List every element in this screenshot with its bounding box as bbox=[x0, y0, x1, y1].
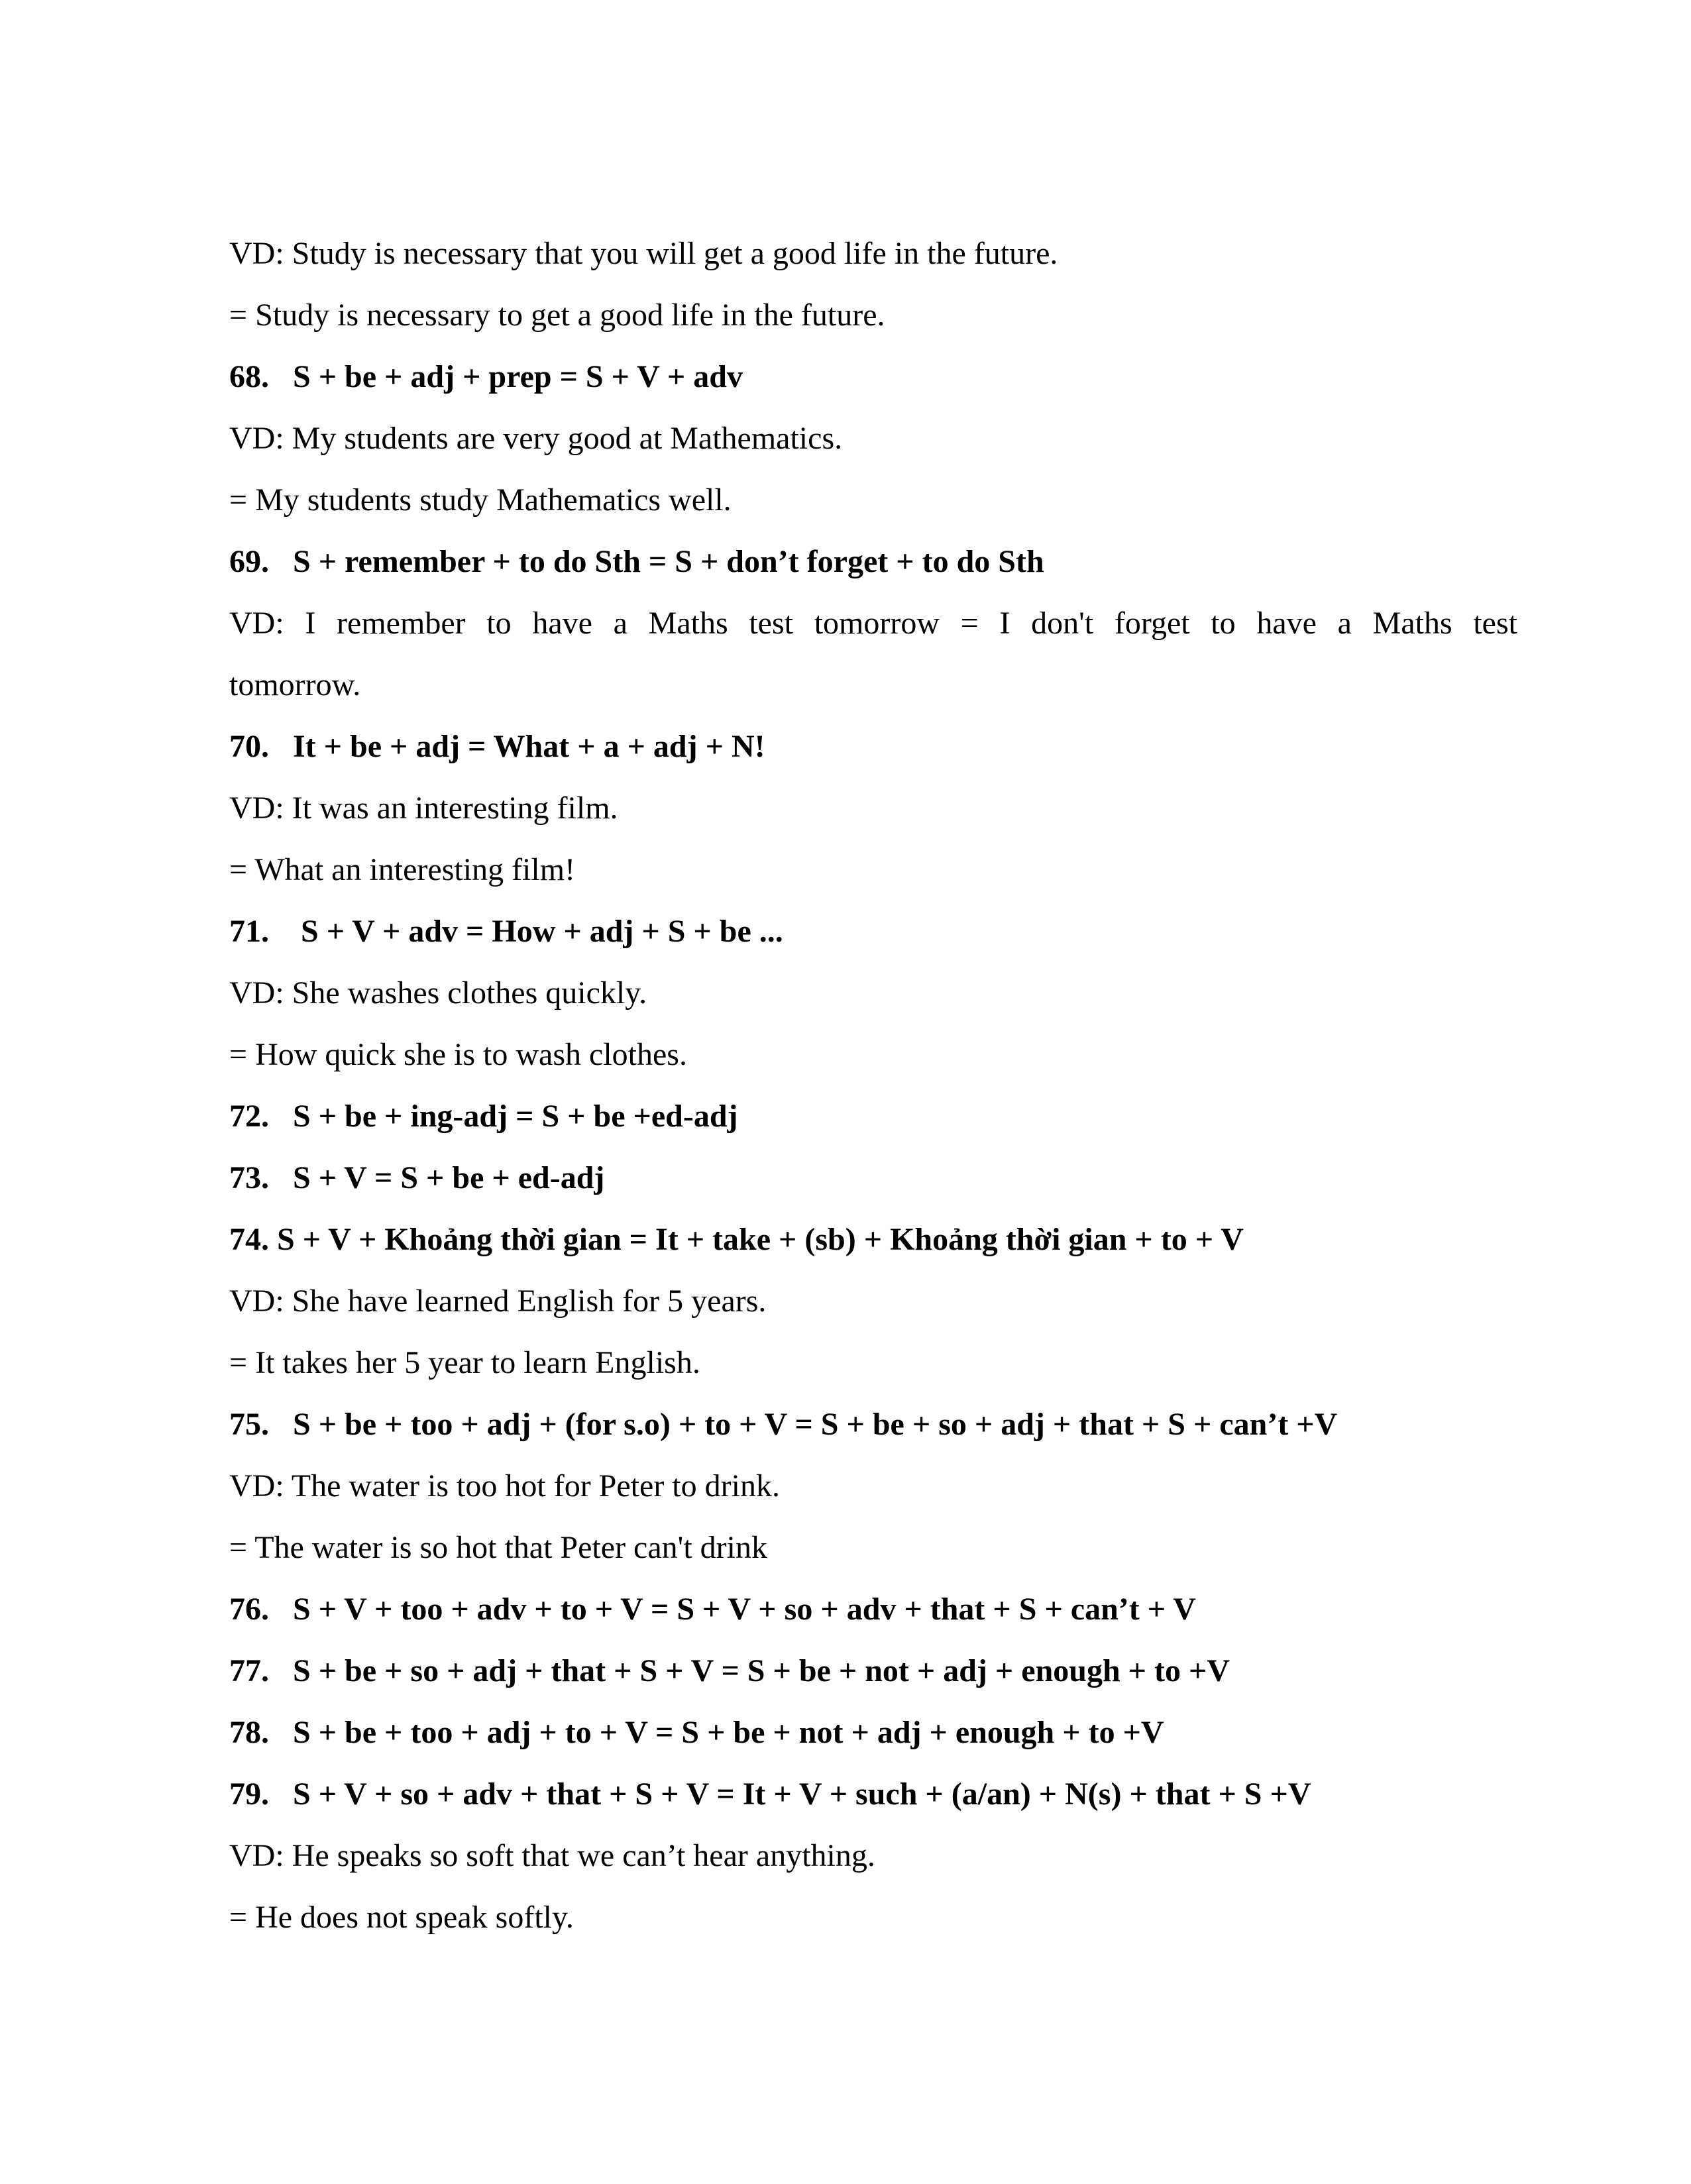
rule-heading bbox=[229, 1209, 1517, 1270]
rule-formula: S + be + adj + prep = S + V + adv bbox=[293, 359, 743, 394]
rule-heading bbox=[229, 531, 1517, 592]
rule-heading bbox=[229, 1763, 1517, 1825]
example-line: = How quick she is to wash clothes. bbox=[229, 1037, 687, 1072]
rule-heading bbox=[229, 1702, 1517, 1763]
rule-number: 69. bbox=[229, 544, 269, 579]
example-line: = He does not speak softly. bbox=[229, 1900, 574, 1935]
example-line: VD: My students are very good at Mathematics. bbox=[229, 421, 843, 456]
rule-formula: S + V + adv = How + adj + S + be ... bbox=[301, 914, 783, 949]
rule-number: 77. bbox=[229, 1653, 269, 1688]
rule-heading bbox=[229, 1147, 1517, 1209]
rule-formula: S + V + Khoảng thời gian = It + take + (sb) + Khoảng thời gian + to + V bbox=[277, 1222, 1244, 1257]
rule-heading bbox=[229, 901, 1517, 962]
example-line: VD: The water is too hot for Peter to drink. bbox=[229, 1468, 780, 1503]
rule-heading bbox=[229, 346, 1517, 408]
example-line: = It takes her 5 year to learn English. bbox=[229, 1345, 700, 1380]
rule-heading bbox=[229, 716, 1517, 777]
rule-formula: S + be + too + adj + (for s.o) + to + V = S + be + so + adj + that + S + can’t +V bbox=[293, 1407, 1338, 1442]
example-line: = What an interesting film! bbox=[229, 852, 576, 887]
example-line: VD: Study is necessary that you will get a good life in the future. bbox=[229, 236, 1058, 271]
rule-number: 72. bbox=[229, 1099, 269, 1134]
rule-formula: S + V = S + be + ed-adj bbox=[293, 1160, 605, 1195]
rule-number: 68. bbox=[229, 359, 269, 394]
rule-heading bbox=[229, 1578, 1517, 1640]
rule-formula: S + be + so + adj + that + S + V = S + be + not + adj + enough + to +V bbox=[293, 1653, 1230, 1688]
rule-heading bbox=[229, 1085, 1517, 1147]
rule-number: 73. bbox=[229, 1160, 269, 1195]
example-line: VD: It was an interesting film. bbox=[229, 791, 618, 826]
rule-formula: S + remember + to do Sth = S + don’t forget + to do Sth bbox=[293, 544, 1044, 579]
example-line: VD: She washes clothes quickly. bbox=[229, 975, 647, 1010]
rule-number: 71. bbox=[229, 914, 269, 949]
rule-formula: S + V + so + adv + that + S + V = It + V + such + (a/an) + N(s) + that + S +V bbox=[293, 1776, 1311, 1812]
rule-number: 70. bbox=[229, 729, 269, 764]
rule-heading bbox=[229, 1640, 1517, 1702]
rule-formula: S + be + ing-adj = S + be +ed-adj bbox=[293, 1099, 738, 1134]
example-line: = Study is necessary to get a good life in the future. bbox=[229, 298, 885, 333]
rule-number: 75. bbox=[229, 1407, 269, 1442]
rule-number: 74. bbox=[229, 1222, 269, 1257]
example-line: VD: She have learned English for 5 years. bbox=[229, 1283, 767, 1319]
rule-formula: S + be + too + adj + to + V = S + be + not + adj + enough + to +V bbox=[293, 1715, 1164, 1750]
rule-number: 79. bbox=[229, 1776, 269, 1812]
example-line: tomorrow. bbox=[229, 667, 361, 702]
rule-heading bbox=[229, 1393, 1517, 1455]
rule-number: 76. bbox=[229, 1592, 269, 1627]
example-line: = The water is so hot that Peter can't drink bbox=[229, 1530, 767, 1565]
example-line: VD: I remember to have a Maths test tomorrow = I don't forget to have a Maths test bbox=[229, 606, 1517, 641]
example-line: VD: He speaks so soft that we can’t hear anything. bbox=[229, 1838, 875, 1873]
rule-formula: It + be + adj = What + a + adj + N! bbox=[293, 729, 765, 764]
rule-number: 78. bbox=[229, 1715, 269, 1750]
rule-formula: S + V + too + adv + to + V = S + V + so + adv + that + S + can’t + V bbox=[293, 1592, 1196, 1627]
example-line: = My students study Mathematics well. bbox=[229, 482, 732, 518]
page-content bbox=[229, 223, 1517, 1948]
